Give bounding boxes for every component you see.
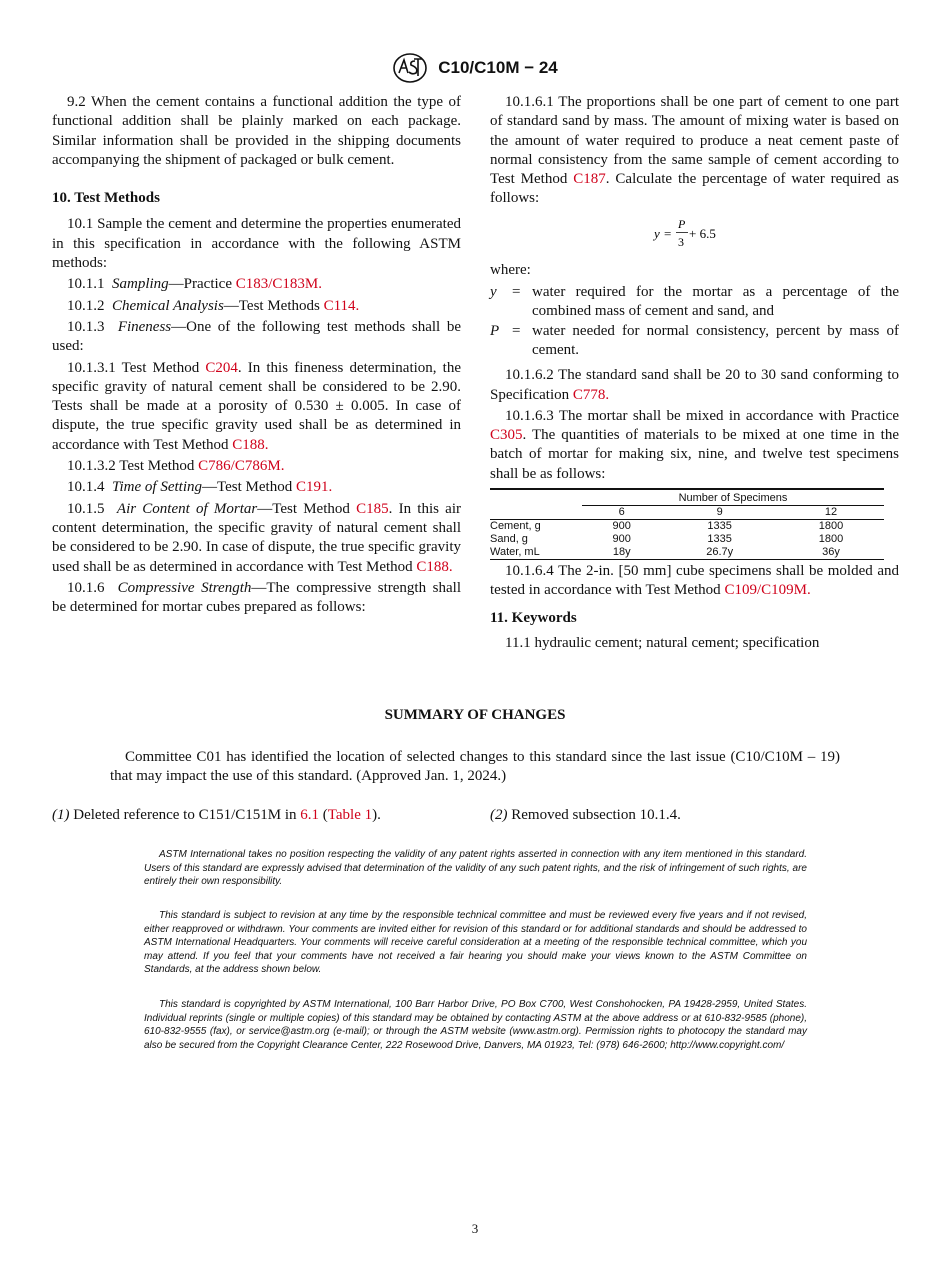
section-10-1-6-4: 10.1.6.4 The 2-in. [50 mm] cube specimens shall be molded and tested in accordance with Test Method C109/C109M. bbox=[490, 563, 899, 599]
table-row: Water, mL 18y 26.7y 36y bbox=[490, 546, 884, 560]
link-section-6-1[interactable]: 6.1 bbox=[300, 807, 320, 823]
link-c188[interactable]: C188 bbox=[232, 436, 265, 453]
formula-denominator: 3 bbox=[677, 234, 684, 249]
link-c187[interactable]: C187 bbox=[573, 171, 606, 188]
table-row: Cement, g 900 1335 1800 bbox=[490, 520, 844, 533]
table-col-header: 12 bbox=[778, 506, 884, 520]
link-c191[interactable]: C191 bbox=[295, 479, 329, 496]
formula-numerator: P bbox=[677, 216, 685, 231]
section-10-1-1: 10.1.1 Sampling—Practice C183/C183M. bbox=[67, 276, 322, 293]
fineprint-patent: ASTM International takes no position respecting the validity of any patent rights asserted in connection with any item mentioned in this standard. Users of this standard are expressly advised that determination of the validity of any such patent rights, and the risk of infringement of such rights, are entirely their own responsibility. bbox=[144, 849, 807, 888]
table-row: Sand, g 900 1335 1800 bbox=[490, 533, 844, 546]
where-label: where: bbox=[490, 261, 531, 278]
fineprint-revision: This standard is subject to revision at any time by the responsible technical committee and must be reviewed every five years and if not revised, either reapproved or withdrawn. Your comments are invited either for revision of this standard or for additional standards and should be addressed to ASTM International Headquarters. Your comments will receive careful consideration at a meeting of the responsible technical committee, which you may attend. If you feel that your comments have not received a fair hearing you should make your views known to the ASTM Committee on Standards, at the address shown below. bbox=[144, 910, 807, 976]
formula-lhs: y bbox=[653, 225, 660, 241]
summary-body: Committee C01 has identified the location of selected changes to this standard since the last issue (C10/C10M – 19) that may impact the use of this standard. (Approved Jan. 1, 2024.) bbox=[110, 749, 840, 784]
right-column bbox=[490, 93, 899, 655]
link-c786[interactable]: C786/C786M bbox=[198, 458, 281, 475]
fineprint-copyright: This standard is copyrighted by ASTM International, 100 Barr Harbor Drive, PO Box C700, West Conshohocken, PA 19428-2959, United States. Individual reprints (single or multiple copies) of this standard may be obtained by contacting ASTM at the above address or at 610-832-9585 (phone), 610-832-9555 (fax), or service@astm.org (e-mail); or through the ASTM website (www.astm.org). Permission rights to photocopy the standard may also be secured from the Copyright Clearance Center, 222 Rosewood Drive, Danvers, MA 01923, Tel: (978) 646-2600; http://www.copyright.com/ bbox=[144, 999, 807, 1051]
astm-logo-icon bbox=[392, 52, 428, 84]
section-9-2: 9.2 When the cement contains a functional addition the type of functional addition shall be plainly marked on each package. Similar information shall be provided in the shipping documents accompanying the shipment of packaged or bulk cement. bbox=[52, 94, 461, 168]
link-c778[interactable]: C778 bbox=[572, 386, 606, 403]
link-c204[interactable]: C204 bbox=[205, 359, 238, 376]
heading-test-methods: 10. Test Methods bbox=[52, 190, 160, 207]
definition-p: P = water needed for normal consistency, percent by mass of cement. bbox=[490, 322, 899, 358]
link-c114[interactable]: C114 bbox=[323, 297, 356, 314]
section-10-1: 10.1 Sample the cement and determine the properties enumerated in this specification in accordance with the following ASTM methods: bbox=[52, 216, 461, 272]
section-10-1-5: 10.1.5 Air Content of Mortar—Test Method C185. In this air content determination, the specific gravity of natural cement shall be considered to be 2.90. In case of dispute, the true specific gravity used shall be as determined in accordance with Test Method C188. bbox=[52, 500, 461, 575]
section-10-1-3-1: 10.1.3.1 Test Method C204. In this fineness determination, the specific gravity of natural cement shall be considered to be 2.90. Tests shall be made at a porosity of 0.530 ± 0.005. In case of dispute, the true specific gravity used shall be as determined in accordance with Test Method C188. bbox=[52, 359, 462, 453]
section-10-1-3-2: 10.1.3.2 Test Method C786/C786M. bbox=[67, 458, 285, 475]
left-column bbox=[52, 93, 461, 619]
link-c183[interactable]: C183/C183M bbox=[235, 276, 319, 293]
formula-tail: + 6.5 bbox=[688, 225, 716, 241]
table-col-header: 9 bbox=[661, 506, 778, 520]
page-header bbox=[0, 52, 950, 84]
change-item-1: (1) Deleted reference to C151/C151M in 6.1 (Table 1). bbox=[52, 807, 381, 823]
table-group-header: Number of Specimens bbox=[582, 489, 884, 506]
change-item-2: (2) Removed subsection 10.1.4. bbox=[490, 807, 681, 823]
page-number: 3 bbox=[471, 1221, 479, 1236]
formula-water bbox=[490, 213, 899, 253]
definition-list bbox=[490, 283, 899, 360]
section-10-1-6-3: 10.1.6.3 The mortar shall be mixed in accordance with Practice C305. The quantities of materials to be mixed at one time in the batch of mortar for making six, nine, and twelve test specimens shall be as follows: bbox=[490, 407, 899, 482]
heading-keywords: 11. Keywords bbox=[490, 609, 577, 626]
section-10-1-3: 10.1.3 Fineness—One of the following test methods shall be used: bbox=[52, 318, 461, 355]
table-col-header: 6 bbox=[582, 506, 661, 520]
section-10-1-6-2: 10.1.6.2 The standard sand shall be 20 to 30 sand conforming to Specification C778. bbox=[490, 367, 899, 403]
document-designation: C10/C10M − 24 bbox=[438, 58, 558, 77]
link-table-1[interactable]: Table 1 bbox=[327, 807, 373, 823]
link-c305[interactable]: C305 bbox=[490, 427, 523, 444]
summary-title: SUMMARY OF CHANGES bbox=[384, 707, 566, 723]
formula-eq: = bbox=[663, 225, 671, 241]
link-c188-b[interactable]: C188 bbox=[416, 558, 449, 575]
mortar-quantities-table bbox=[490, 488, 884, 560]
section-10-1-6-1: 10.1.6.1 The proportions shall be one part of cement to one part of standard sand by mass. The amount of mixing water is based on the amount of water required to produce a neat cement paste of normal consistency from the same sample of cement according to Test Method C187. Calculate the percentage of water required as follows: bbox=[490, 94, 899, 207]
link-c185[interactable]: C185 bbox=[356, 500, 389, 517]
section-10-1-6: 10.1.6 Compressive Strength—The compressive strength shall be determined for mortar cubes prepared as follows: bbox=[52, 579, 461, 616]
definition-y: y = water required for the mortar as a percentage of the combined mass of cement and sand, and bbox=[490, 284, 899, 320]
section-10-1-2: 10.1.2 Chemical Analysis—Test Methods C114. bbox=[67, 297, 360, 314]
section-10-1-4: 10.1.4 Time of Setting—Test Method C191. bbox=[67, 479, 333, 496]
link-c109[interactable]: C109/C109M bbox=[724, 582, 807, 599]
section-11-1: 11.1 hydraulic cement; natural cement; specification bbox=[505, 634, 820, 651]
